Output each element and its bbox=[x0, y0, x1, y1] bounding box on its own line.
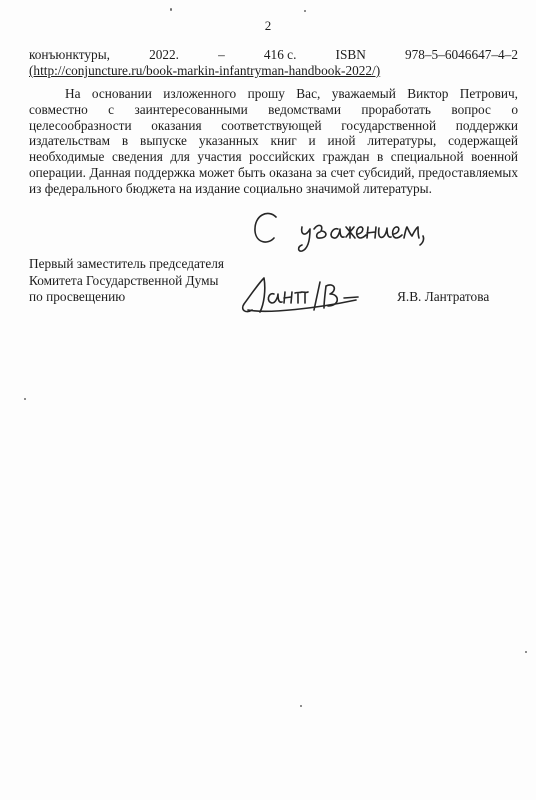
scan-speck bbox=[24, 398, 26, 400]
reference-part: 978–5–6046647–4–2 bbox=[404, 47, 518, 62]
signer-title-line: по просвещению bbox=[29, 289, 126, 304]
page-number: 2 bbox=[264, 18, 272, 33]
signer-title-line: Комитета Государственной Думы bbox=[29, 272, 219, 288]
reference-url: (http://conjuncture.ru/book-markin-infantryman-handbook-2022/) bbox=[29, 63, 381, 78]
handwritten-closing bbox=[250, 207, 435, 255]
signer-name: Я.В. Лантратова bbox=[397, 289, 490, 304]
reference-url-line bbox=[29, 63, 518, 79]
handwritten-signature bbox=[238, 270, 378, 320]
reference-part: ISBN bbox=[335, 47, 366, 62]
signature-block bbox=[29, 256, 224, 306]
body-paragraph: На основании изложенного прошу Вас, уважаемый Виктор Петрович, совместно с заинтересованными ведомствами проработать вопрос о целесообразности оказания соответствующей государственной поддержки издательствам в выпуске указанных книг и иной литературы, содержащей необходимые сведения для участия российских граждан в специальной военной операции. Данная поддержка может быть оказана за счет субсидий, предоставляемых из федерального бюджета на издание социально значимой литературы. bbox=[29, 86, 518, 196]
reference-line bbox=[29, 47, 518, 63]
scan-speck bbox=[300, 705, 302, 707]
signer-title-line: Первый заместитель председателя bbox=[29, 256, 225, 271]
reference-part: – bbox=[218, 47, 225, 62]
scan-speck bbox=[170, 8, 172, 11]
reference-part: 416 с. bbox=[263, 47, 297, 62]
reference-part: конъюнктуры, bbox=[29, 47, 110, 62]
scan-speck bbox=[525, 651, 527, 653]
reference-part: 2022. bbox=[149, 47, 179, 62]
scan-speck bbox=[304, 10, 306, 12]
